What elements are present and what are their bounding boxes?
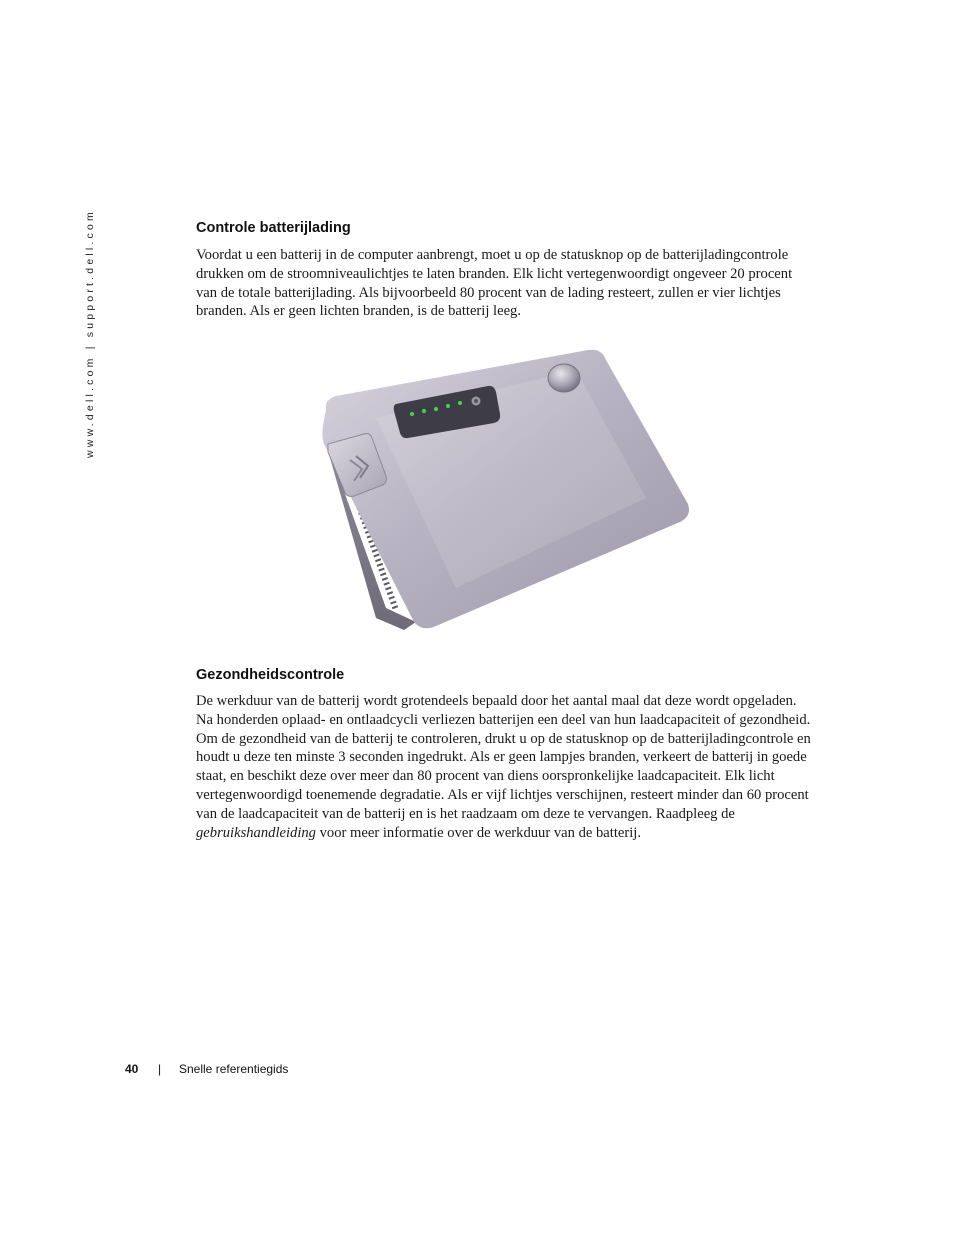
section-paragraph-charge-check: Voordat u een batterij in de computer aanbrengt, moet u op de statusknop op de batterijladingcontrole drukken om de stroomniveaulichtjes te laten branden. Elk licht vertegenwoordigt ongeveer 20 procent van de totale batterijlading. Als bijvoorbeeld 80 procent van de lading resteert, zullen er vier lichtjes branden. Als er geen lichten branden, is de batterij leeg. [196, 247, 793, 320]
footer-separator: | [158, 1062, 162, 1076]
manual-reference: gebruikshandleiding [196, 824, 316, 841]
section-heading-charge-check: Controle batterijlading [196, 220, 351, 236]
paragraph-text-end: voor meer informatie over de werkduur van de batterij. [315, 824, 641, 841]
battery-image [316, 348, 692, 632]
sidebar-url: www.dell.com | support.dell.com [84, 209, 96, 458]
section-paragraph-health-check [196, 692, 816, 842]
section-heading-health-check: Gezondheidscontrole [196, 667, 345, 683]
page-number: 40 [125, 1062, 139, 1076]
footer-title: Snelle referentiegids [179, 1062, 289, 1076]
paragraph-text: De werkduur van de batterij wordt grotendeels bepaald door het aantal maal dat deze wordt opgeladen. Na honderden oplaad- en ontlaadcycli verliezen batterijen een deel van hun laadcapaciteit of gezondheid. Om de gezondheid van de batterij te controleren, drukt u op de statusknop op de batterijladingcontrole en houdt u deze ten minste 3 seconden ingedrukt. Als er geen lampjes branden, verkeert de batterij in goede staat, en beschikt deze over meer dan 80 procent van diens oorspronkelijke laadcapaciteit. Elk licht vertegenwoordigd toenemende degradatie. Als er vijf lichtjes verschijnen, resteert minder dan 60 procent van de laadcapaciteit van de batterij en is het raadzaam om deze te vervangen. Raadpleeg de [196, 693, 811, 822]
